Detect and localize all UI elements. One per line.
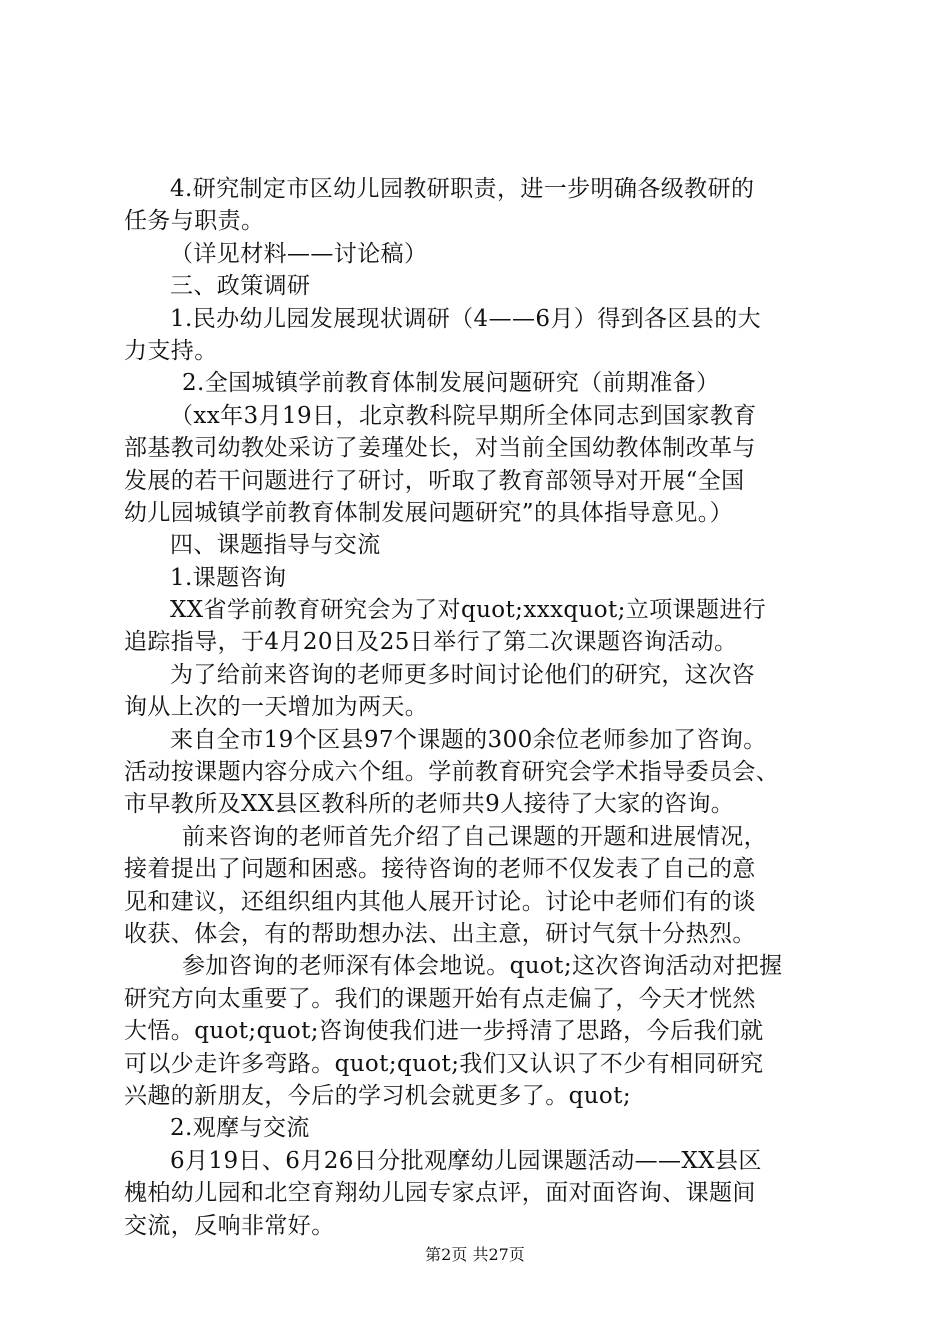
paragraph-line: 参加咨询的老师深有体会地说。quot;这次咨询活动对把握 [182, 953, 783, 980]
paragraph-line: 1.民办幼儿园发展现状调研（4——6月）得到各区县的大 [170, 305, 762, 332]
paragraph-line: 前来咨询的老师首先介绍了自己课题的开题和进展情况， [182, 823, 767, 850]
paragraph-line: 追踪指导，于4月20日及25日举行了第二次课题咨询活动。 [124, 629, 738, 656]
paragraph-line: （详见材料——讨论稿） [170, 240, 428, 267]
paragraph-line: 见和建议，还组织组内其他人展开讨论。讨论中老师们有的谈 [124, 888, 756, 915]
paragraph-line: 来自全市19个区县97个课题的300余位老师参加了咨询。 [170, 726, 767, 753]
paragraph-line: 询从上次的一天增加为两天。 [124, 694, 429, 721]
paragraph-line: 部基教司幼教处采访了姜瑾处长，对当前全国幼教体制改革与 [124, 435, 756, 462]
paragraph-line: （xx年3月19日，北京教科院早期所全体同志到国家教育 [170, 402, 757, 429]
paragraph-line: 任务与职责。 [124, 208, 265, 235]
paragraph-line: 市早教所及XX县区教科所的老师共9人接待了大家的咨询。 [124, 791, 735, 818]
document-body [124, 173, 834, 1242]
paragraph-line: 收获、体会，有的帮助想办法、出主意，研讨气氛十分热烈。 [124, 920, 756, 947]
paragraph-line: XX省学前教育研究会为了对quot;xxxquot;立项课题进行 [170, 597, 767, 624]
section-heading: 四、课题指导与交流 [170, 532, 381, 559]
paragraph-line: 发展的若干问题进行了研讨，听取了教育部领导对开展“全国 [124, 467, 745, 494]
paragraph-line: 活动按课题内容分成六个组。学前教育研究会学术指导委员会、 [124, 759, 780, 786]
paragraph-line: 交流，反响非常好。 [124, 1212, 335, 1239]
paragraph-line: 可以少走许多弯路。quot;quot;我们又认识了不少有相同研究 [124, 1050, 764, 1077]
section-heading: 三、政策调研 [170, 273, 311, 300]
paragraph-line: 大悟。quot;quot;咨询使我们进一步捋清了思路，今后我们就 [124, 1018, 764, 1045]
paragraph-line: 兴趣的新朋友，今后的学习机会就更多了。quot; [124, 1082, 631, 1109]
paragraph-line: 4.研究制定市区幼儿园教研职责，进一步明确各级教研的 [170, 176, 755, 202]
paragraph-line: 6月19日、6月26日分批观摩幼儿园课题活动——XX县区 [170, 1147, 762, 1174]
subsection-heading: 1.课题咨询 [170, 564, 287, 591]
subsection-heading: 2.观摩与交流 [170, 1115, 310, 1142]
page-number-footer: 第2页 共27页 [425, 1245, 525, 1264]
paragraph-line: 为了给前来咨询的老师更多时间讨论他们的研究，这次咨 [170, 661, 755, 688]
paragraph-line: 力支持。 [124, 337, 218, 364]
paragraph-line: 接着提出了问题和困惑。接待咨询的老师不仅发表了自己的意 [124, 856, 756, 883]
paragraph-line: 槐柏幼儿园和北空育翔幼儿园专家点评，面对面咨询、课题间 [124, 1180, 756, 1207]
paragraph-line: 研究方向太重要了。我们的课题开始有点走偏了，今天才恍然 [124, 985, 756, 1012]
paragraph-line: 幼儿园城镇学前教育体制发展问题研究”的具体指导意见。） [124, 499, 734, 526]
paragraph-line: 2.全国城镇学前教育体制发展问题研究（前期准备） [182, 370, 720, 397]
